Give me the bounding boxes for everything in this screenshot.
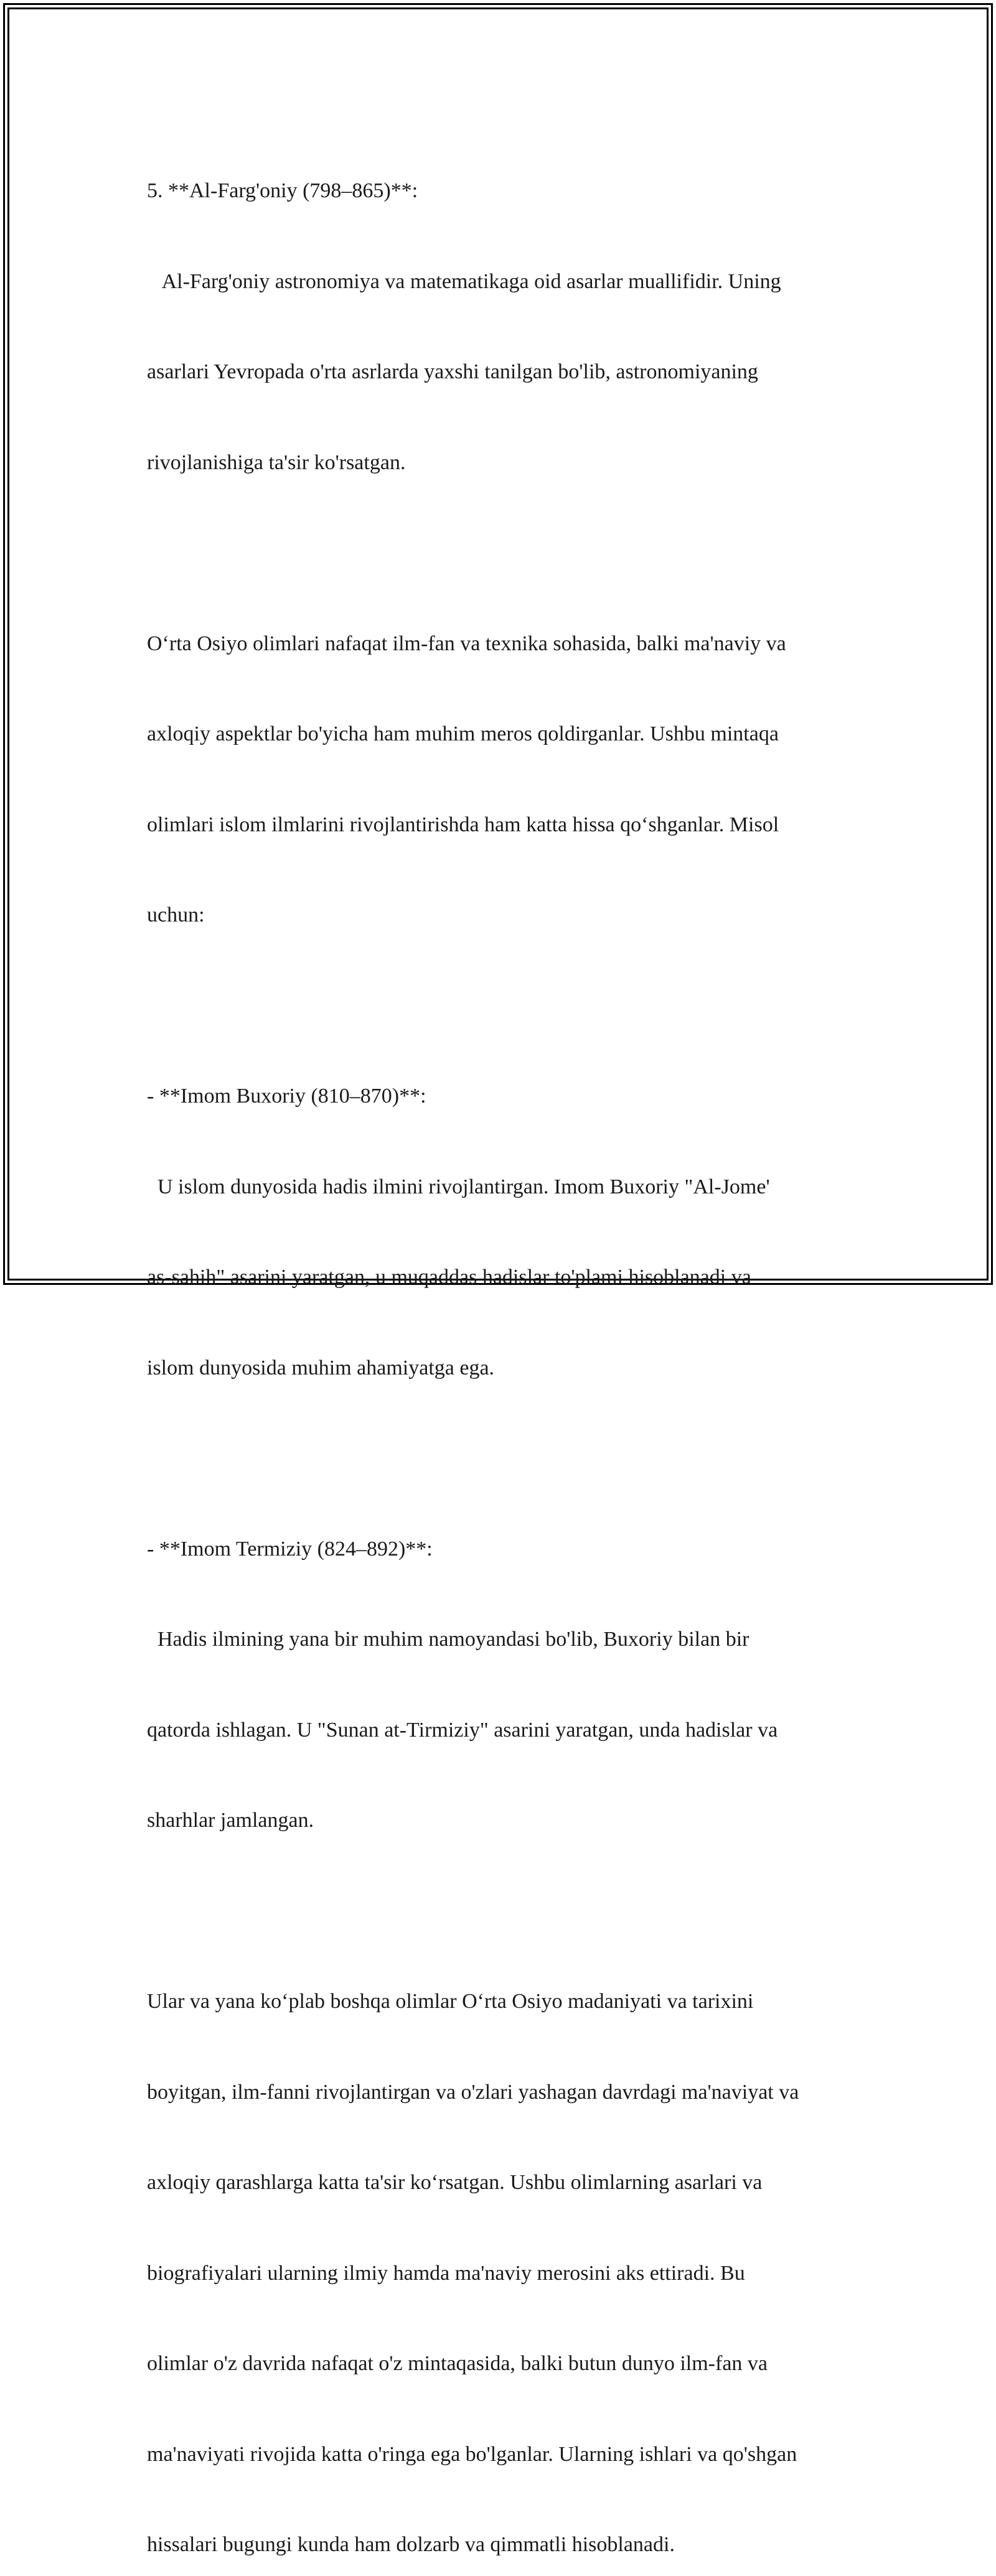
text-line: boyitgan, ilm-fanni rivojlantirgan va o'zlari yashagan davrdagi ma'naviyat va bbox=[147, 2080, 799, 2104]
text-line: axloqiy aspektlar bo'yicha ham muhim meros qoldirganlar. Ushbu mintaqa bbox=[147, 722, 779, 745]
text-line: U islom dunyosida hadis ilmini rivojlantirgan. Imom Buxoriy "Al-Jome' bbox=[147, 1175, 770, 1198]
document-body bbox=[147, 116, 863, 2576]
text-line: ma'naviyati rivojida katta o'ringa ega bo'lganlar. Ularning ishlari va qo'shgan bbox=[147, 2442, 797, 2466]
text-line: qatorda ishlagan. U "Sunan at-Tirmiziy" asarini yaratgan, unda hadislar va bbox=[147, 1718, 778, 1742]
text-line: Al-Farg'oniy astronomiya va matematikaga oid asarlar muallifidir. Uning bbox=[147, 269, 781, 293]
text-line: olimlari islom ilmlarini rivojlantirishda ham katta hissa qo‘shganlar. Misol bbox=[147, 813, 779, 836]
text-line: O‘rta Osiyo olimlari nafaqat ilm-fan va texnika sohasida, balki ma'naviy va bbox=[147, 632, 786, 655]
text-line: uchun: bbox=[147, 903, 205, 926]
text-line: islom dunyosida muhim ahamiyatga ega. bbox=[147, 1356, 495, 1379]
paragraph-imom-termiziy bbox=[147, 1474, 863, 1897]
text-line: Ular va yana ko‘plab boshqa olimlar O‘rta Osiyo madaniyati va tarixini bbox=[147, 1990, 754, 2013]
text-line: biografiyalari ularning ilmiy hamda ma'naviy merosini aks ettiradi. Bu bbox=[147, 2261, 745, 2285]
text-line: axloqiy qarashlarga katta ta'sir ko‘rsatgan. Ushbu olimlarning asarlari va bbox=[147, 2171, 763, 2194]
text-line: rivojlanishiga ta'sir ko'rsatgan. bbox=[147, 450, 406, 474]
text-line: as-sahih" asarini yaratgan, u muqaddas hadislar to'plami hisoblanadi va bbox=[147, 1266, 751, 1289]
text-line: asarlari Yevropada o'rta asrlarda yaxshi tanilgan bo'lib, astronomiyaning bbox=[147, 360, 758, 383]
text-line: 5. **Al-Farg'oniy (798–865)**: bbox=[147, 179, 418, 202]
text-line: olimlar o'z davrida nafaqat o'z mintaqasida, balki butun dunyo ilm-fan va bbox=[147, 2352, 768, 2375]
text-line: hissalari bugungi kunda ham dolzarb va qimmatli hisoblanadi. bbox=[147, 2533, 675, 2556]
paragraph-conclusion bbox=[147, 1926, 863, 2576]
paragraph-al-fargoniy bbox=[147, 116, 863, 538]
text-line: sharhlar jamlangan. bbox=[147, 1809, 314, 1832]
paragraph-imom-buxoriy bbox=[147, 1021, 863, 1444]
text-line: - **Imom Buxoriy (810–870)**: bbox=[147, 1085, 426, 1108]
paragraph-intro-islamic-sciences bbox=[147, 569, 863, 991]
text-line: - **Imom Termiziy (824–892)**: bbox=[147, 1537, 433, 1561]
text-line: Hadis ilmining yana bir muhim namoyandasi bo'lib, Buxoriy bilan bir bbox=[147, 1628, 749, 1651]
